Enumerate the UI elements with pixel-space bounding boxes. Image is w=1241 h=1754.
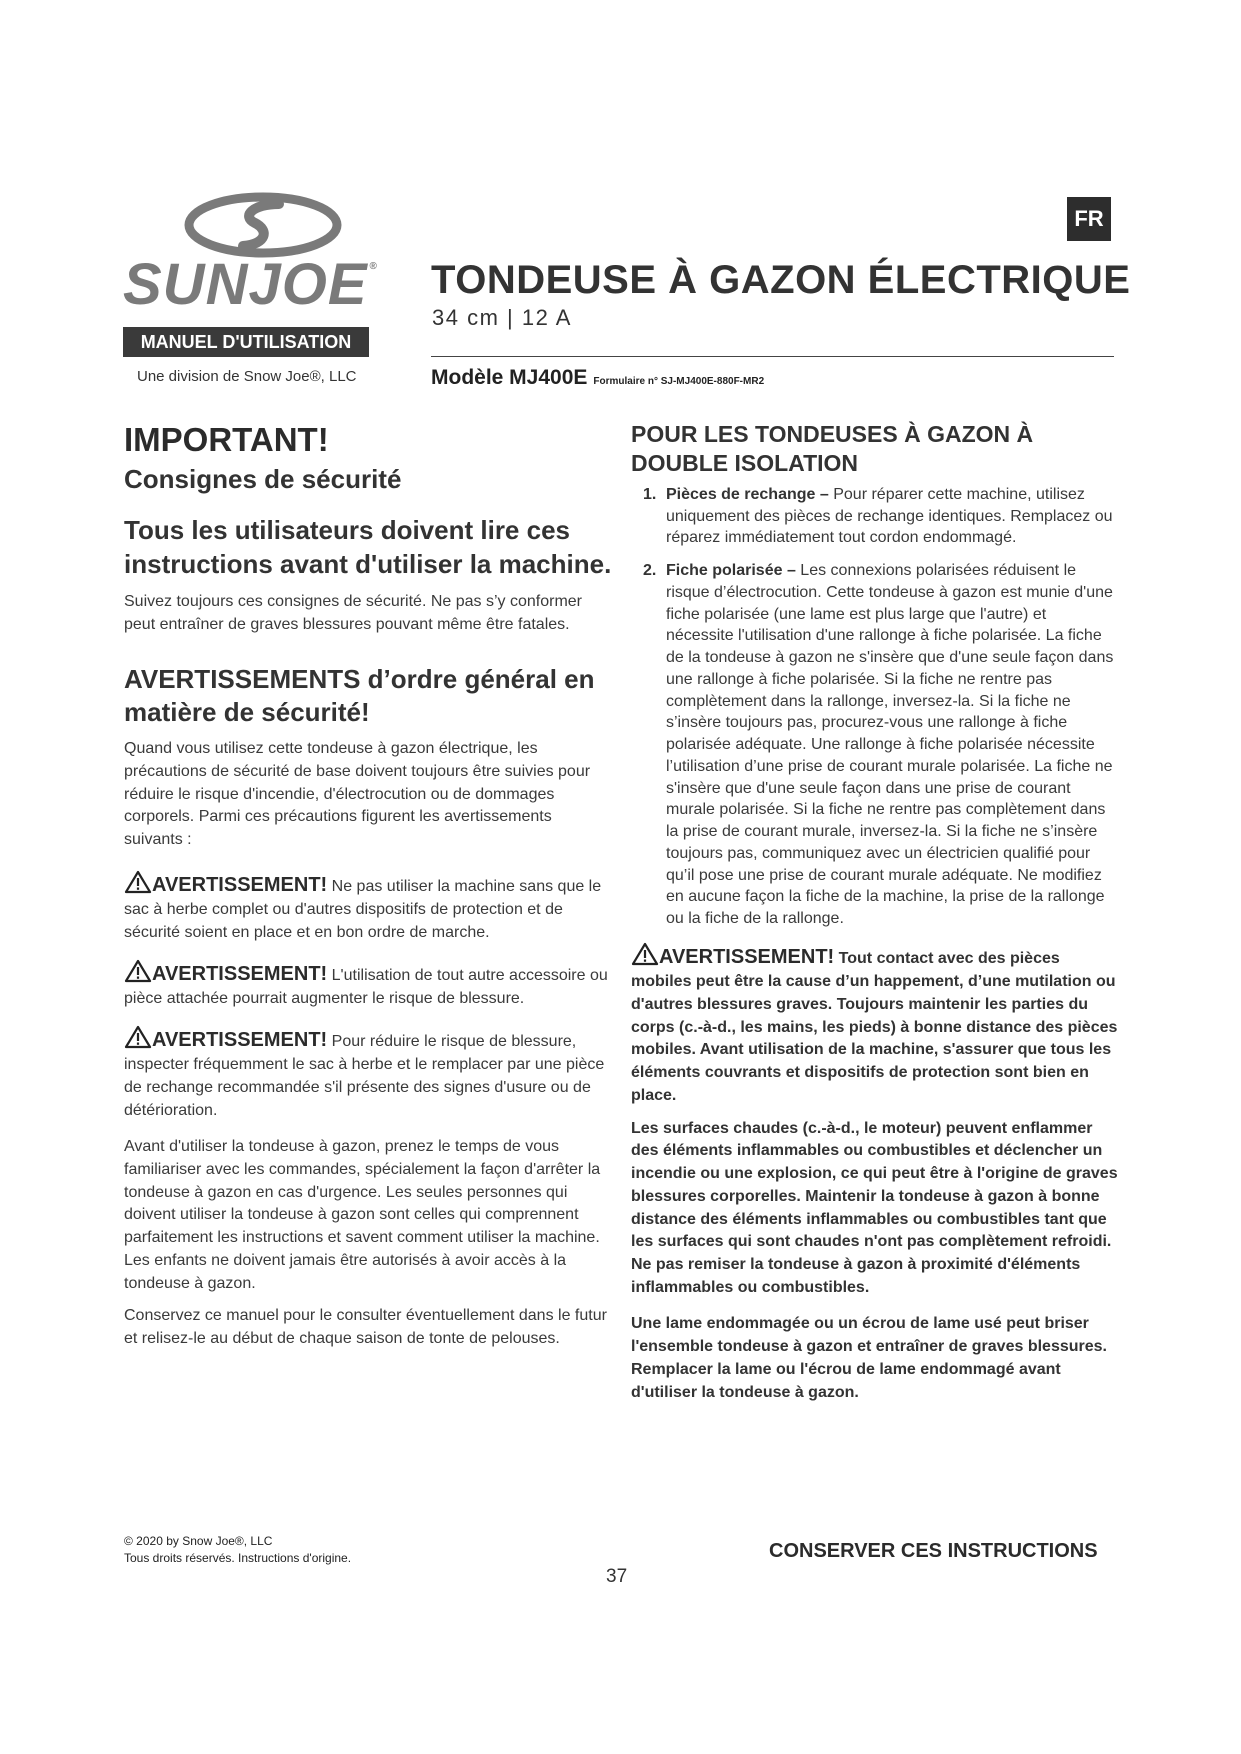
- language-badge: FR: [1067, 197, 1111, 241]
- copyright: © 2020 by Snow Joe®, LLC Tous droits réservés. Instructions d'origine.: [124, 1534, 352, 1566]
- right-column: [631, 420, 1118, 1404]
- left-column: [124, 420, 612, 1351]
- double-insulation-heading: POUR LES TONDEUSES À GAZON À DOUBLE ISOLATION: [631, 421, 1034, 476]
- model-line: [431, 366, 764, 390]
- page-number: 37: [606, 1566, 628, 1587]
- instruction-list: [631, 484, 1118, 930]
- warning-triangle-icon: [124, 1025, 152, 1049]
- warning-2: [124, 959, 612, 1011]
- important-heading: IMPORTANT!: [124, 421, 329, 458]
- warning-triangle-icon: [124, 959, 152, 983]
- moving-parts-warning: [631, 942, 1118, 1108]
- list-item: 2. Fiche polarisée – Les connexions polarisées réduisent le risque d’électrocution. Cette tondeuse à gazon est munie d'une fiche polarisée (une lame est plus large que l'autre) et nécessite l'utilisation d'une rallonge à fiche polarisée. La fiche de la tondeuse à gazon ne s'insère que d'une seule façon dans une rallonge à fiche polarisée. Si la fiche ne rentre pas complètement dans la rallonge, inversez-la. Si la fiche ne s’insère toujours pas, procurez-vous une rallonge à fiche polarisée adéquate. Une rallonge à fiche polarisée nécessite l’utilisation d’une prise de courant murale polarisée. La fiche ne s'insère que d'une seule façon dans une prise de courant murale polarisée. Si la fiche ne rentre pas complètement dans la prise de courant murale, inversez-la. Si la fiche ne s’insère toujours pas, communiquez avec un électricien qualifié pour qu’il pose une prise de courant murale adéquate. Ne modifiez en aucune façon la fiche de la machine, la prise de la rallonge ou la fiche de la rallonge.: [643, 562, 1114, 928]
- brand-logo: SUNJOE ®: [123, 252, 378, 317]
- warning-label: AVERTISSEMENT!: [152, 873, 328, 896]
- warning-triangle-icon: [631, 942, 659, 966]
- intro-text: Suivez toujours ces consignes de sécurité. Ne pas s’y conformer peut entraîner de graves blessures pouvant même être fatales.: [124, 593, 582, 633]
- model-name: Modèle MJ400E: [431, 366, 588, 389]
- division-text: Une division de Snow Joe®, LLC: [137, 368, 357, 385]
- damaged-blade-text: Une lame endommagée ou un écrou de lame usé peut briser l'ensemble tondeuse à gazon et entraîner de graves blessures. Remplacer la lame ou l'écrou de lame endommagé avant d'utiliser la tondeuse à gazon.: [631, 1315, 1107, 1401]
- warning-text: Tout contact avec des pièces mobiles peut être la cause d’un happement, d’une mutilation ou d'autres blessures graves. Toujours maintenir les parties du corps (c.-à-d., les mains, les pieds) à bonne distance des pièces mobiles. Avant utilisation de la machine, s'assurer que tous les éléments couvrants et dispositifs de protection sont bien en place.: [631, 949, 1118, 1104]
- sunjoe-logo-icon: [183, 192, 343, 258]
- form-number: Formulaire n° SJ-MJ400E-880F-MR2: [593, 376, 765, 387]
- read-instructions-heading: Tous les utilisateurs doivent lire ces instructions avant d'utiliser la machine.: [124, 514, 612, 579]
- hot-surfaces-text: Les surfaces chaudes (c.-à-d., le moteur) peuvent enflammer des éléments inflammables ou combustibles et déclencher un incendie ou une explosion, ce qui peut être à l'origine de graves blessures corporelles. Maintenir la tondeuse à gazon à bonne distance des éléments inflammables ou combustibles tant que les surfaces qui sont chaudes n'ont pas complètement refroidi. Ne pas remiser la tondeuse à gazon à proximité d'éléments inflammables ou combustibles.: [631, 1119, 1118, 1296]
- warning-text: L'utilisation de tout autre accessoire ou pièce attachée pourrait augmenter le risque de blessure.: [124, 966, 608, 1008]
- warning-label: AVERTISSEMENT!: [659, 945, 835, 968]
- page-subtitle: 34 cm | 12 A: [432, 305, 572, 330]
- keep-instructions: CONSERVER CES INSTRUCTIONS: [769, 1540, 1098, 1562]
- manual-badge: MANUEL D'UTILISATION: [123, 327, 369, 357]
- warning-text: Pour réduire le risque de blessure, inspecter fréquemment le sac à herbe et le remplacer par une pièce de rechange recommandée s'il présente des signes d'usure ou de détérioration.: [124, 1032, 605, 1119]
- header-divider: [431, 356, 1114, 357]
- warning-label: AVERTISSEMENT!: [152, 962, 328, 985]
- page-title: TONDEUSE À GAZON ÉLECTRIQUE: [431, 258, 1131, 302]
- warning-3: [124, 1025, 612, 1123]
- before-use-text: Avant d'utiliser la tondeuse à gazon, prenez le temps de vous familiariser avec les commandes, spécialement la façon d'arrêter la tondeuse à gazon en cas d'urgence. Les seules personnes qui doivent utiliser la tondeuse à gazon sont celles qui comprennent parfaitement les instructions et savent comment utiliser la machine. Les enfants ne doivent jamais être autorisés à avoir accès à la tondeuse à gazon.: [124, 1138, 601, 1292]
- warning-text: Ne pas utiliser la machine sans que le sac à herbe complet ou d'autres dispositifs de protection et de sécurité soient en place et en bon ordre de marche.: [124, 877, 602, 941]
- warning-triangle-icon: [124, 870, 152, 894]
- list-item: 1. Pièces de rechange – Pour réparer cette machine, utilisez uniquement des pièces de rechange identiques. Remplacez ou réparez immédiatement tout cordon endommagé.: [643, 485, 1113, 547]
- general-warnings-heading: AVERTISSEMENTS d’ordre général en matière de sécurité!: [124, 663, 595, 728]
- general-warnings-text: Quand vous utilisez cette tondeuse à gazon électrique, les précautions de sécurité de base doivent toujours être suivies pour réduire le risque d'incendie, d'électrocution ou de dommages corporels. Parmi ces précautions figurent les avertissements suivants :: [124, 740, 591, 849]
- keep-manual-text: Conservez ce manuel pour le consulter éventuellement dans le futur et relisez-le au début de chaque saison de tonte de pelouses.: [124, 1307, 607, 1348]
- safety-heading: Consignes de sécurité: [124, 463, 402, 494]
- warning-label: AVERTISSEMENT!: [152, 1028, 328, 1051]
- warning-1: [124, 870, 612, 945]
